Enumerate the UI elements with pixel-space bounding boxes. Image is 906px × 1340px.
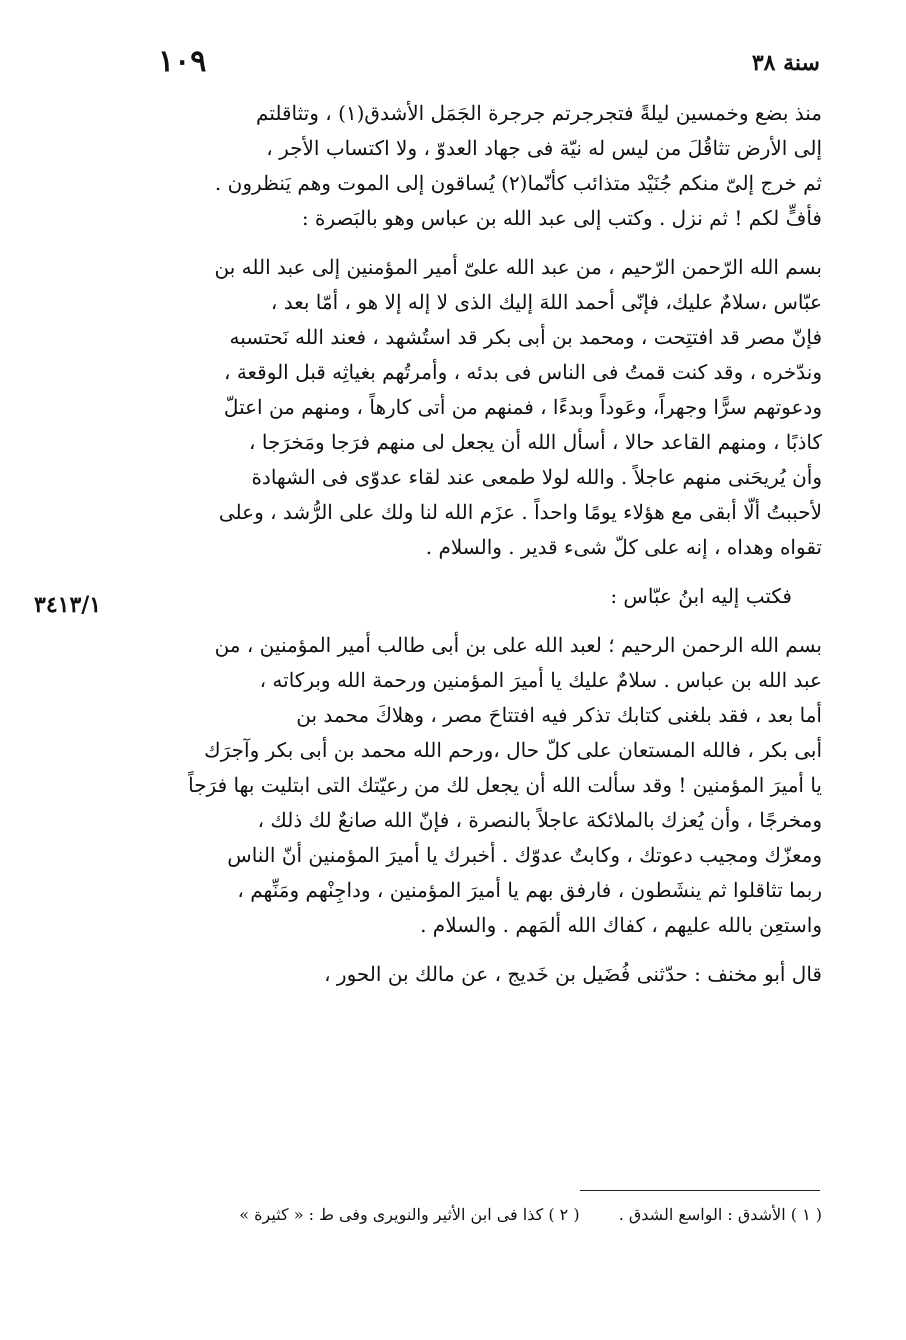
text-line: أما بعد ، فقد بلغنى كتابك تذكر فيه افتتاحَ مصر ، وهلاكَ محمد بن	[296, 703, 822, 727]
text-line: إلى الأرض تثاقُلَ من ليس له نيّة فى جهاد العدوّ ، ولا اكتساب الأجر ،	[266, 136, 822, 160]
text-line: واستعِن بالله عليهم ، كفاك الله ألمَهم . والسلام .	[420, 913, 822, 937]
text-line: وندّخره ، وقد كنت قمتُ فى الناس فى بدئه ، وأمرتُهم بغياثِه قبل الوقعة ،	[224, 360, 822, 384]
text-line: عبد الله بن عباس . سلامٌ عليك يا أميرَ المؤمنين ورحمة الله وبركاته ،	[259, 668, 822, 692]
footnote-divider	[580, 1190, 820, 1191]
footnote: ( ١ ) الأشدق : الواسع الشدق .	[618, 1205, 822, 1224]
body-text	[150, 96, 822, 992]
text-line: لأحببتُ ألّا أبقى مع هؤلاء يومًا واحداً . عزَم الله لنا ولك على الرُّشد ، وعلى	[218, 500, 822, 524]
text-line: عبّاس ،سلامٌ عليك، فإنّى أحمد اللهَ إليك الذى لا إله إلا هو ، أمّا بعد ،	[270, 290, 822, 314]
text-line: ومخرجًا ، وأن يُعزك بالملائكة عاجلاً بالنصرة ، فإنّ الله صانعٌ لك ذلك ،	[257, 808, 822, 832]
margin-reference: ٣٤١٣/١	[34, 592, 102, 618]
running-head: سنة ٣٨	[751, 50, 820, 76]
paragraph-isnad	[150, 957, 822, 992]
text-line: تقواه وهداه ، إنه على كلّ شىء قدير . والسلام .	[425, 535, 822, 559]
text-line: فأفٍّ لكم ! ثم نزل . وكتب إلى عبد الله بن عباس وهو بالبَصرة :	[301, 206, 822, 230]
text-line: وأن يُريحَنى منهم عاجلاً . والله لولا طمعى عند لقاء عدوّى فى الشهادة	[251, 465, 822, 489]
text-line: يا أميرَ المؤمنين ! وقد سألت الله أن يجعل لك من رعيّتك التى ابتليت بها فرَجاً	[188, 773, 822, 797]
text-line: ومعزّك ومجيب دعوتك ، وكابتٌ عدوّك . أخبرك يا أميرَ المؤمنين أنّ الناس	[227, 843, 822, 867]
text-line: فإنّ مصر قد افتتِحت ، ومحمد بن أبى بكر قد استُشهد ، فعند الله نَحتسبه	[229, 325, 822, 349]
text-line: بسم الله الرّحمن الرّحيم ، من عبد الله علىّ أمير المؤمنين إلى عبد الله بن	[214, 255, 822, 279]
page-header	[150, 44, 820, 84]
text-line: بسم الله الرحمن الرحيم ؛ لعبد الله على بن أبى طالب أمير المؤمنين ، من	[214, 633, 822, 657]
text-line: ربما تثاقلوا ثم ينشَطون ، فارفق بهم يا أميرَ المؤمنين ، وداجِنْهم ومَنِّهم ،	[237, 878, 822, 902]
paragraph-sermon-end	[150, 96, 822, 236]
paragraph-ali-letter	[150, 250, 822, 565]
text-line: فكتب إليه ابنُ عبّاس :	[610, 584, 792, 608]
text-line: ثم خرج إلىّ منكم جُنَيْد متذائب كأنّما(٢) يُساقون إلى الموت وهم يَنظرون .	[214, 171, 822, 195]
paragraph-reply-intro	[150, 579, 822, 614]
text-line: أبى بكر ، فالله المستعان على كلّ حال ،ورحم الله محمد بن أبى بكر وآجرَك	[204, 738, 822, 762]
text-line: كاذبًا ، ومنهم القاعد حالا ، أسأل الله أن يجعل لى منهم فرَجا ومَخرَجا ،	[249, 430, 822, 454]
text-line: ودعوتهم سرًّا وجهراً، وعَوداً وبدءًا ، فمنهم من أتى كارهاً ، ومنهم من اعتلّ	[223, 395, 822, 419]
footnote: ( ٢ ) كذا فى ابن الأثير والنويرى وفى ط : « كثيرة »	[239, 1205, 580, 1224]
text-line: قال أبو مخنف : حدّثنى فُضَيل بن خَديج ، عن مالك بن الحور ،	[324, 962, 822, 986]
paragraph-ibn-abbas-letter	[150, 628, 822, 943]
page-number: ١٠٩	[158, 44, 207, 79]
text-line: منذ بضع وخمسين ليلةً فتجرجرتم جرجرة الجَمَل الأشدق(١) ، وتثاقلتم	[256, 101, 822, 125]
footnotes	[150, 1202, 822, 1228]
